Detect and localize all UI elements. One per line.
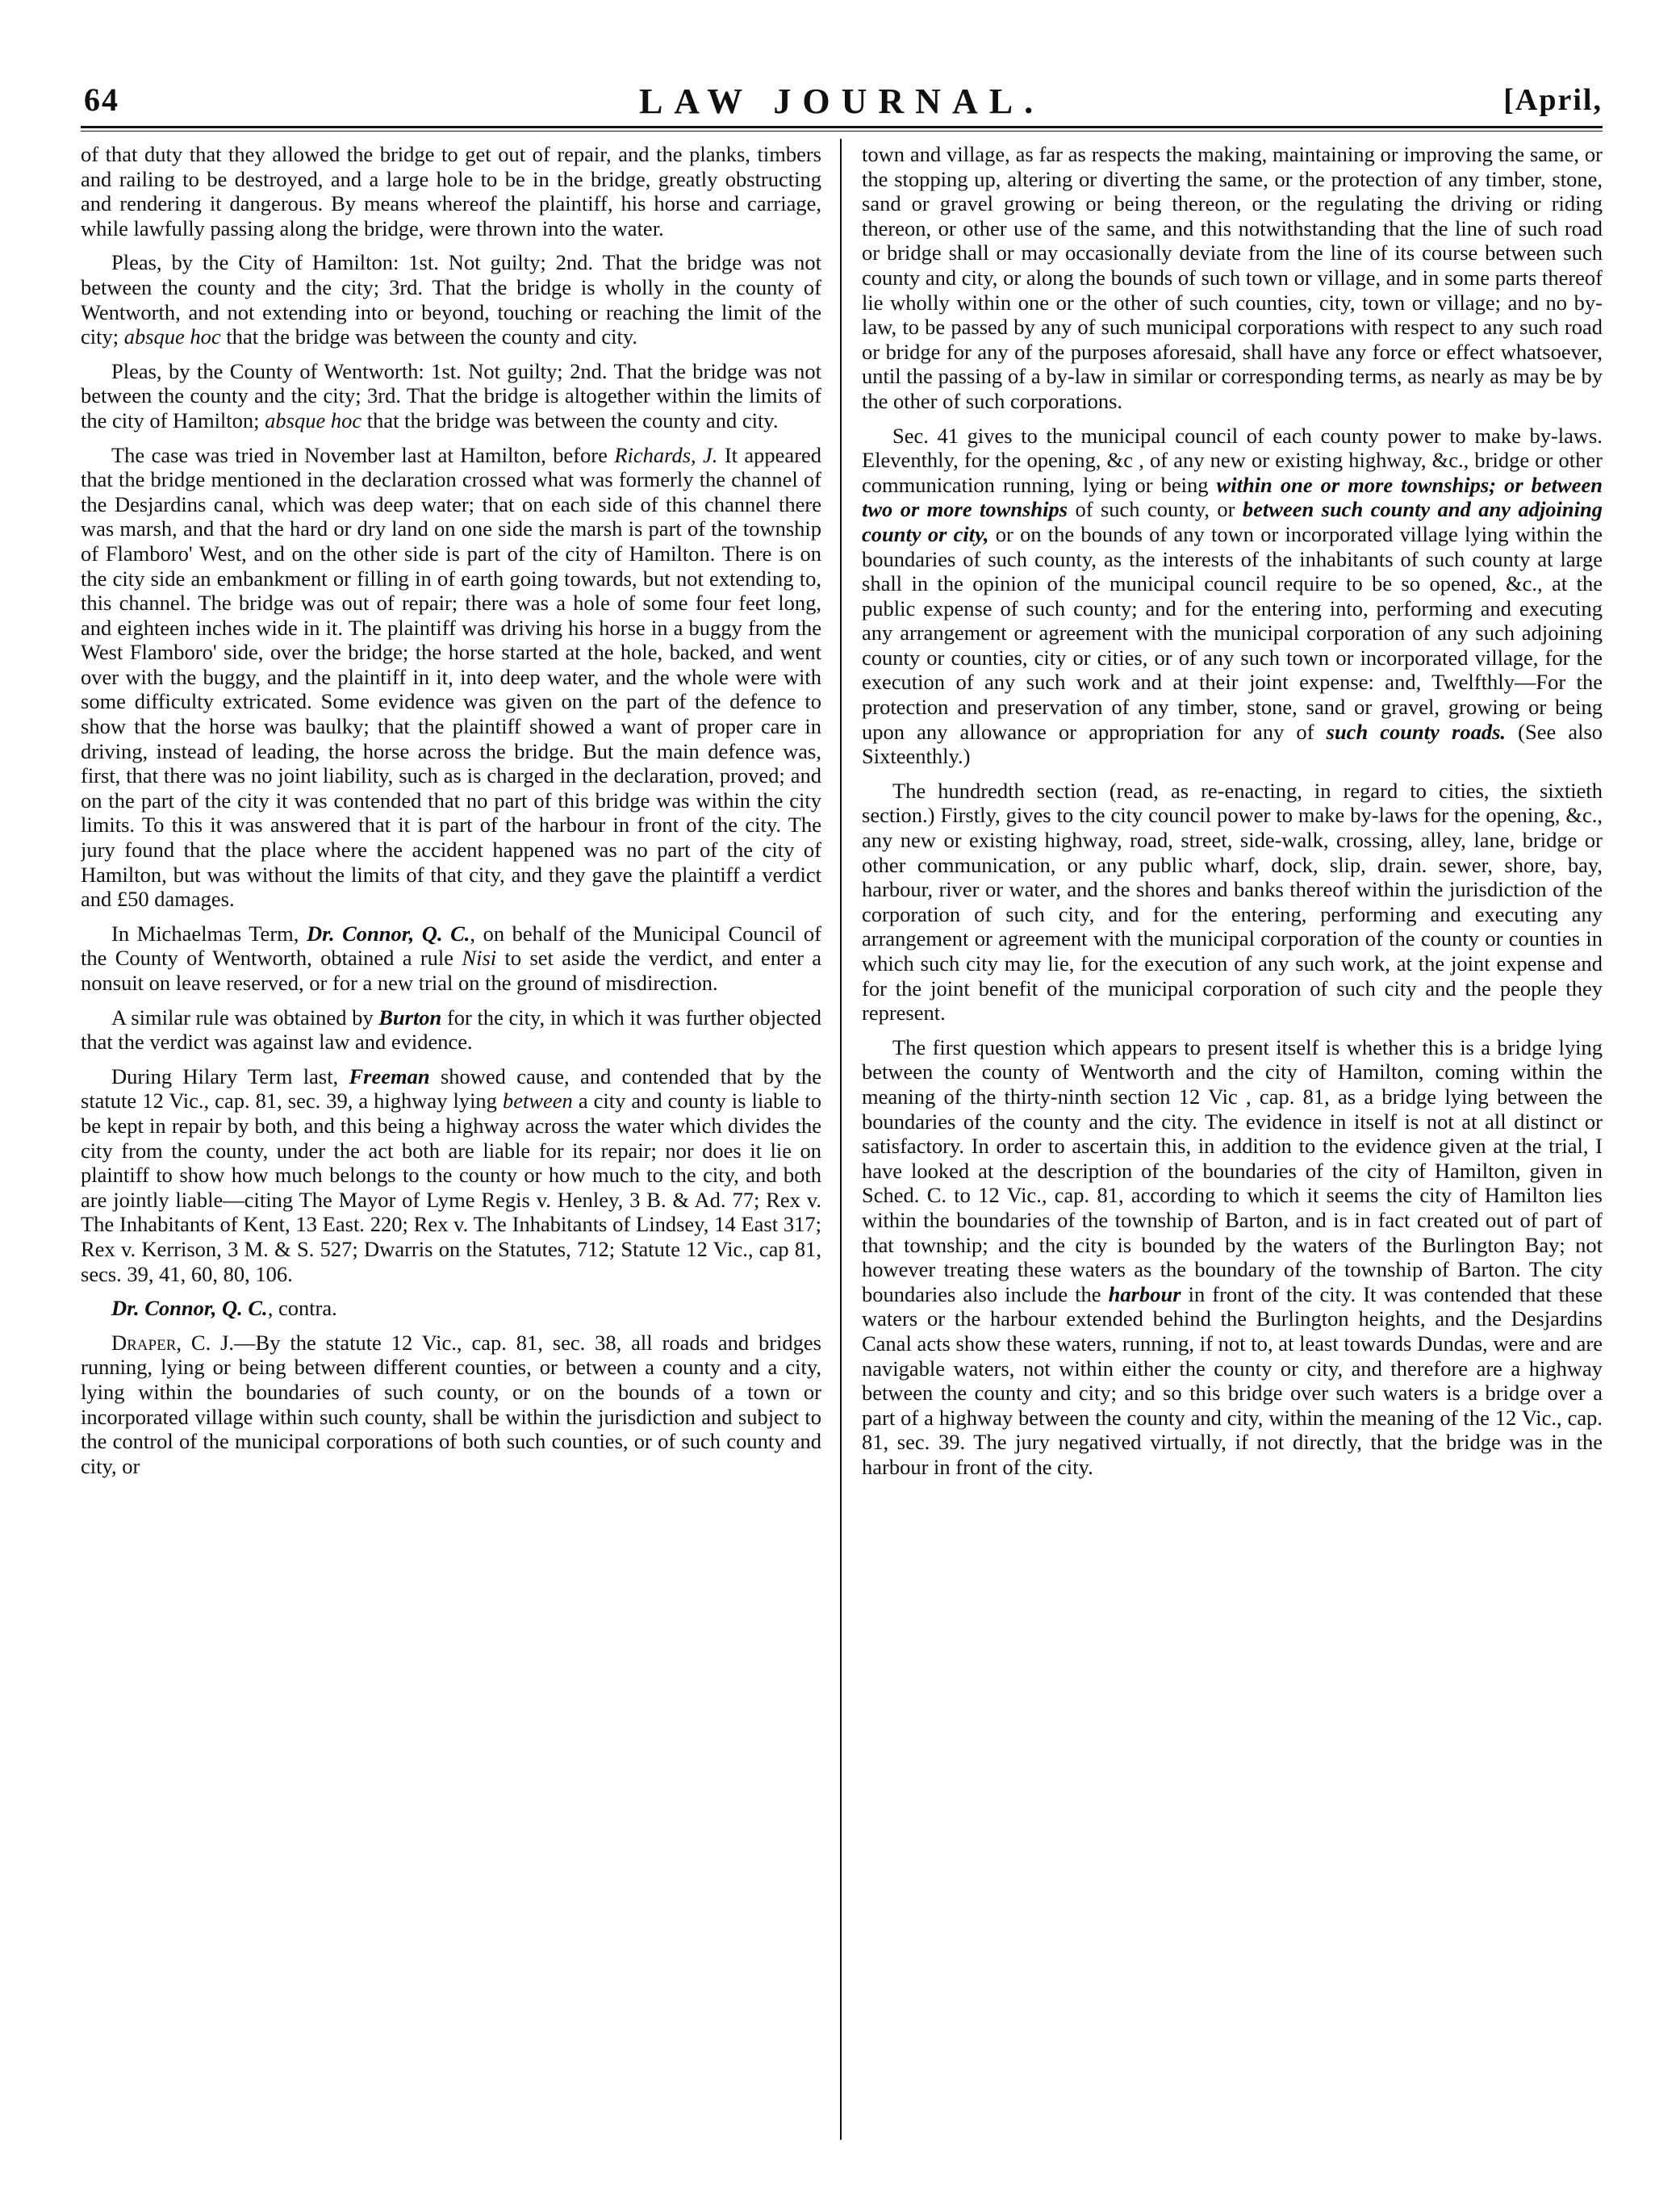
paragraph: Pleas, by the City of Hamilton: 1st. Not guilty; 2nd. That the bridge was not between the county and the city; 3rd. That the bridge is wholly in the county of Wentworth, and not extending into or beyond, touching or reaching the limit of the city; absque hoc that the bridge was between the county and city. <box>81 250 821 349</box>
paragraph: Pleas, by the County of Wentworth: 1st. Not guilty; 2nd. That the bridge was not between the county and the city; 3rd. That the bridge is altogether within the limits of the city of Hamilton; absque hoc that the bridge was between the county and city. <box>81 358 821 432</box>
paragraph: In Michaelmas Term, Dr. Connor, Q. C., on behalf of the Municipal Council of the County of Wentworth, obtained a rule Nisi to set aside the verdict, and enter a nonsuit on leave reserved, or for a new trial on the ground of misdirection. <box>81 921 821 995</box>
paragraph: town and village, as far as respects the making, maintaining or improving the same, or the stopping up, altering or diverting the same, or the protection of any timber, stone, sand or gravel growing or being thereon, or the regulating the driving or riding thereon, or other use of the same, and this notwithstanding that the line of such road or bridge shall or may occasionally deviate from the line of its course between such county and city, or along the bounds of such town or village, and in some parts thereof lie wholly within one or the other of such counties, city, town or village; and no by-law, to be passed by any of such municipal corporations with respect to any such road or bridge for any of the purposes aforesaid, shall have any force or effect whatsoever, until the passing of a by-law in similar or corresponding terms, as nearly as may be by the other of such corporations. <box>862 142 1603 413</box>
paragraph: of that duty that they allowed the bridge to get out of repair, and the planks, timbers and railing to be destroyed, and a large hole to be in the bridge, greatly obstructing and rendering it dangerous. By means whereof the plaintiff, his horse and carriage, while lawfully passing along the bridge, were thrown into the water. <box>81 142 821 240</box>
paragraph: Dr. Connor, Q. C., contra. <box>111 1296 337 1321</box>
paragraph: A similar rule was obtained by Burton for the city, in which it was further objected that the verdict was against law and evidence. <box>81 1005 821 1055</box>
running-month: [April, <box>1503 83 1603 117</box>
paragraph: Sec. 41 gives to the municipal council of each county power to make by-laws. Eleventhly, for the opening, &c , of any new or existing highway, &c., bridge or other communication running, lying or being within one or more townships; or between two or more townships of such county, or between such county and any adjoining county or city, or on the bounds of any town or incorporated village lying within the boundaries of such county, as the interests of the inhabitants of such county at large shall in the opinion of the municipal council require to be so opened, &c., at the public expense of such county; and for the entering into, performing and executing any arrangement or agreement with the municipal corporation of any such adjoining county or counties, city or cities, or of any such town or incorporated village, for the execution of any such work and at their joint expense: and, Twelfthly—For the protection and preservation of any timber, stone, sand or gravel, growing or being upon any allowance or appropriation for any of such county roads. (See also Sixteenthly.) <box>862 423 1603 769</box>
header-rule-thin <box>81 131 1603 132</box>
journal-page <box>81 77 1603 2143</box>
paragraph: Draper, C. J.—By the statute 12 Vic., cap. 81, sec. 38, all roads and bridges running, lying or being between different counties, or between a county and a city, lying within the boundaries of such county, or on the bounds of a town or incorporated village within such county, shall be within the jurisdiction and subject to the control of the municipal corporations of both such counties, or of such county and city, or <box>81 1330 821 1478</box>
paragraph: The first question which appears to present itself is whether this is a bridge lying between the county of Wentworth and the city of Hamilton, coming within the meaning of the thirty-ninth section 12 Vic , cap. 81, as a bridge lying between the boundaries of the county and the city. The evidence in itself is not at all distinct or satisfactory. In order to ascertain this, in addition to the evidence given at the trial, I have looked at the description of the boundaries of the city of Hamilton, given in Sched. C. to 12 Vic., cap. 81, according to which it seems the city of Hamilton lies within the boundaries of the township of Barton, and is in fact created out of part of that township; and the city is bounded by the waters of the Burlington Bay; not however treating these waters as the boundary of the township of Barton. The city boundaries also include the harbour in front of the city. It was contended that these waters or the harbour extended behind the Burlington heights, and the Desjardins Canal acts show these waters, running, if not to, at least towards Dundas, were and are navigable waters, not within either the county or city, and therefore are a highway between the county and city; and so this bridge over such waters is a bridge over a part of a highway between the county and city, within the meaning of the 12 Vic., cap. 81, sec. 39. The jury negatived virtually, if not directly, that the bridge was in the harbour in front of the city. <box>862 1034 1603 1479</box>
right-column <box>862 142 1603 2143</box>
page-number: 64 <box>84 81 119 118</box>
running-header <box>81 77 1603 126</box>
paragraph: The hundredth section (read, as re-enacting, in regard to cities, the sixtieth section.) Firstly, gives to the city council power to make by-laws for the opening, &c., any new or existing highway, road, street, side-walk, crossing, alley, lane, bridge or other communication, or any public wharf, dock, slip, drain. sewer, shore, bay, harbour, river or water, and the shores and banks thereof within the jurisdiction of the corporation of such city, and for the entering, performing and executing any arrangement or agreement with the municipal corporation of the county or counties in which such city may lie, for the execution of any such work, at the joint expense and for the joint benefit of the municipal corporation of such city and the people they represent. <box>862 778 1603 1026</box>
paragraph: During Hilary Term last, Freeman showed cause, and contended that by the statute 12 Vic., cap. 81, sec. 39, a highway lying between a city and county is liable to be kept in repair by both, and this being a highway across the water which divides the city from the county, under the act both are liable for its repair; nor does it lie on plaintiff to show how much belongs to the county or how much to the city, and both are jointly liable—citing The Mayor of Lyme Regis v. Henley, 3 B. & Ad. 77; Rex v. The Inhabitants of Kent, 13 East. 220; Rex v. The Inhabitants of Lindsey, 14 East 317; Rex v. Kerrison, 3 M. & S. 527; Dwarris on the Statutes, 712; Statute 12 Vic., cap 81, secs. 39, 41, 60, 80, 106. <box>81 1063 821 1286</box>
left-column <box>81 142 821 2143</box>
column-divider <box>840 139 842 2140</box>
running-title: LAW JOURNAL. <box>638 81 1045 121</box>
paragraph: The case was tried in November last at Hamilton, before Richards, J. It appeared that the bridge mentioned in the declaration crossed what was formerly the channel of the Desjardins canal, which was deep water; that on each side of this channel there was marsh, and that the hard or dry land on one side the marsh is part of the township of Flamboro' West, and on the other side is part of the city of Hamilton. There is on the city side an embankment or filling in of earth going towards, but not extending to, this channel. The bridge was out of repair; there was a hole of some four feet long, and eighteen inches wide in it. The plaintiff was driving his horse in a buggy from the West Flamboro' side, over the bridge; the horse started at the hole, backed, and went over with the buggy, and the plaintiff in it, into deep water, and the whole were with some difficulty extricated. Some evidence was given on the part of the defence to show that the horse was baulky; that the plaintiff showed a want of proper care in driving, instead of leading, the horse across the bridge. But the main defence was, first, that there was no joint liability, such as is charged in the declaration, proved; and on the part of the city it was contended that no part of this bridge was within the city limits. To this it was answered that it is part of the harbour in front of the city. The jury found that the place where the accident happened was no part of the city of Hamilton, but was without the limits of that city, and they gave the plaintiff a verdict and £50 damages. <box>81 442 821 912</box>
header-rule <box>81 126 1603 128</box>
